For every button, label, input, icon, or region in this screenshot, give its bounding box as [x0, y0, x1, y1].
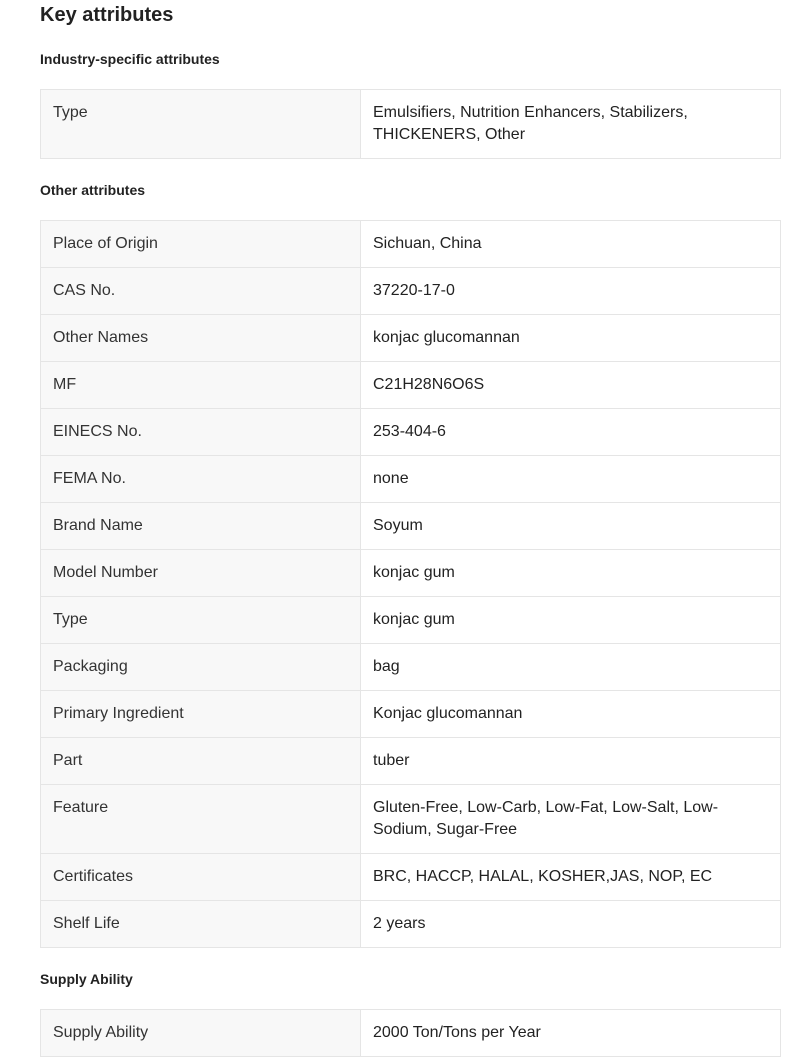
table-row [41, 854, 781, 901]
attribute-key: Packaging [41, 644, 361, 691]
industry-attributes-table [40, 89, 781, 159]
table-row [41, 785, 781, 854]
attribute-value: none [361, 456, 781, 503]
attribute-key: CAS No. [41, 268, 361, 315]
attribute-value: Soyum [361, 503, 781, 550]
attribute-value: bag [361, 644, 781, 691]
table-row [41, 550, 781, 597]
table-row [41, 503, 781, 550]
section-title-supply: Supply Ability [40, 971, 133, 987]
table-row [41, 362, 781, 409]
attribute-value: 37220-17-0 [361, 268, 781, 315]
attribute-value: 2 years [361, 901, 781, 948]
table-row [41, 221, 781, 268]
attribute-key: Brand Name [41, 503, 361, 550]
table-row [41, 90, 781, 159]
attribute-value: Gluten-Free, Low-Carb, Low-Fat, Low-Salt, Low-Sodium, Sugar-Free [361, 785, 781, 854]
table-row [41, 456, 781, 503]
supply-ability-table [40, 1009, 781, 1057]
attribute-value: 2000 Ton/Tons per Year [361, 1010, 781, 1057]
table-row [41, 901, 781, 948]
section-title-other: Other attributes [40, 182, 146, 198]
attribute-key: Type [41, 90, 361, 159]
attribute-value: konjac gum [361, 550, 781, 597]
attribute-key: Supply Ability [41, 1010, 361, 1057]
attribute-value: 253-404-6 [361, 409, 781, 456]
attribute-value: BRC, HACCP, HALAL, KOSHER,JAS, NOP, EC [361, 854, 781, 901]
attribute-key: Place of Origin [41, 221, 361, 268]
table-row [41, 597, 781, 644]
attribute-key: Shelf Life [41, 901, 361, 948]
attribute-key: Type [41, 597, 361, 644]
attribute-value: tuber [361, 738, 781, 785]
section-title-industry: Industry-specific attributes [40, 51, 220, 67]
table-row [41, 644, 781, 691]
table-row [41, 268, 781, 315]
attribute-value: C21H28N6O6S [361, 362, 781, 409]
other-attributes-table [40, 220, 781, 948]
table-row [41, 1010, 781, 1057]
attribute-key: Primary Ingredient [41, 691, 361, 738]
page-title: Key attributes [40, 4, 174, 26]
attribute-key: Other Names [41, 315, 361, 362]
table-row [41, 738, 781, 785]
attribute-key: Certificates [41, 854, 361, 901]
attribute-key: Model Number [41, 550, 361, 597]
attribute-value: Konjac glucomannan [361, 691, 781, 738]
attribute-key: Part [41, 738, 361, 785]
attribute-value: konjac gum [361, 597, 781, 644]
attribute-key: MF [41, 362, 361, 409]
attribute-key: EINECS No. [41, 409, 361, 456]
attribute-value: Emulsifiers, Nutrition Enhancers, Stabilizers, THICKENERS, Other [361, 90, 781, 159]
attribute-value: konjac glucomannan [361, 315, 781, 362]
attribute-key: Feature [41, 785, 361, 854]
attribute-value: Sichuan, China [361, 221, 781, 268]
table-row [41, 409, 781, 456]
attribute-key: FEMA No. [41, 456, 361, 503]
table-row [41, 691, 781, 738]
table-row [41, 315, 781, 362]
